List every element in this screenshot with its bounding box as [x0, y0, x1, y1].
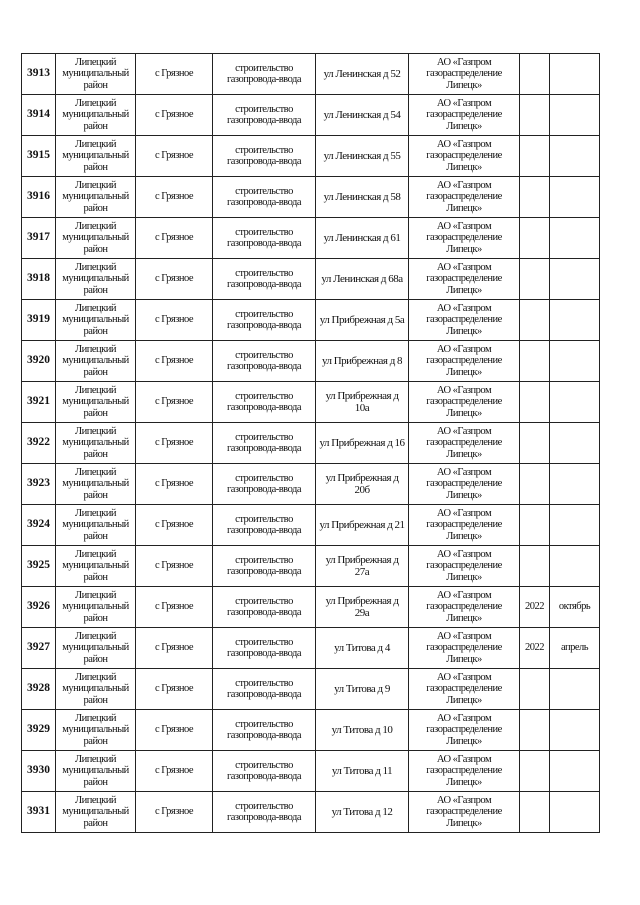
district-cell: Липецкий муниципальный район: [56, 505, 136, 546]
year-cell: [520, 259, 550, 300]
year-cell: 2022: [520, 587, 550, 628]
year-cell: [520, 136, 550, 177]
address-cell: ул Ленинская д 54: [316, 95, 409, 136]
settlement-cell: с Грязное: [136, 710, 213, 751]
work-type-cell: строительство газопровода-ввода: [213, 218, 316, 259]
address-cell: ул Прибрежная д 29а: [316, 587, 409, 628]
month-cell: [550, 95, 600, 136]
year-cell: [520, 710, 550, 751]
table-body: [22, 54, 600, 833]
year-cell: [520, 382, 550, 423]
settlement-cell: с Грязное: [136, 464, 213, 505]
district-cell: Липецкий муниципальный район: [56, 341, 136, 382]
month-cell: [550, 505, 600, 546]
address-cell: ул Ленинская д 58: [316, 177, 409, 218]
district-cell: Липецкий муниципальный район: [56, 382, 136, 423]
organization-cell: АО «Газпром газораспределение Липецк»: [409, 505, 520, 546]
address-cell: ул Титова д 11: [316, 751, 409, 792]
work-type-cell: строительство газопровода-ввода: [213, 505, 316, 546]
row-number: 3924: [22, 505, 56, 546]
month-cell: [550, 792, 600, 833]
work-type-cell: строительство газопровода-ввода: [213, 464, 316, 505]
row-number: 3926: [22, 587, 56, 628]
settlement-cell: с Грязное: [136, 628, 213, 669]
year-cell: 2022: [520, 628, 550, 669]
address-cell: ул Титова д 12: [316, 792, 409, 833]
row-number: 3928: [22, 669, 56, 710]
settlement-cell: с Грязное: [136, 259, 213, 300]
address-cell: ул Ленинская д 55: [316, 136, 409, 177]
month-cell: [550, 259, 600, 300]
organization-cell: АО «Газпром газораспределение Липецк»: [409, 751, 520, 792]
work-type-cell: строительство газопровода-ввода: [213, 628, 316, 669]
district-cell: Липецкий муниципальный район: [56, 300, 136, 341]
organization-cell: АО «Газпром газораспределение Липецк»: [409, 341, 520, 382]
month-cell: [550, 218, 600, 259]
address-cell: ул Титова д 9: [316, 669, 409, 710]
month-cell: [550, 54, 600, 95]
settlement-cell: с Грязное: [136, 95, 213, 136]
address-cell: ул Прибрежная д 10а: [316, 382, 409, 423]
work-type-cell: строительство газопровода-ввода: [213, 669, 316, 710]
table-row: [22, 751, 600, 792]
organization-cell: АО «Газпром газораспределение Липецк»: [409, 177, 520, 218]
year-cell: [520, 341, 550, 382]
year-cell: [520, 218, 550, 259]
month-cell: [550, 341, 600, 382]
settlement-cell: с Грязное: [136, 505, 213, 546]
month-cell: [550, 546, 600, 587]
address-cell: ул Ленинская д 52: [316, 54, 409, 95]
table-row: [22, 95, 600, 136]
settlement-cell: с Грязное: [136, 382, 213, 423]
address-cell: ул Прибрежная д 27а: [316, 546, 409, 587]
table-row: [22, 300, 600, 341]
row-number: 3921: [22, 382, 56, 423]
address-cell: ул Ленинская д 68а: [316, 259, 409, 300]
address-cell: ул Прибрежная д 8: [316, 341, 409, 382]
year-cell: [520, 792, 550, 833]
district-cell: Липецкий муниципальный район: [56, 218, 136, 259]
organization-cell: АО «Газпром газораспределение Липецк»: [409, 710, 520, 751]
work-type-cell: строительство газопровода-ввода: [213, 382, 316, 423]
district-cell: Липецкий муниципальный район: [56, 177, 136, 218]
address-cell: ул Ленинская д 61: [316, 218, 409, 259]
month-cell: [550, 300, 600, 341]
district-cell: Липецкий муниципальный район: [56, 54, 136, 95]
organization-cell: АО «Газпром газораспределение Липецк»: [409, 218, 520, 259]
month-cell: [550, 464, 600, 505]
organization-cell: АО «Газпром газораспределение Липецк»: [409, 546, 520, 587]
month-cell: [550, 751, 600, 792]
address-cell: ул Прибрежная д 20б: [316, 464, 409, 505]
table-row: [22, 669, 600, 710]
table-row: [22, 792, 600, 833]
row-number: 3918: [22, 259, 56, 300]
organization-cell: АО «Газпром газораспределение Липецк»: [409, 628, 520, 669]
settlement-cell: с Грязное: [136, 792, 213, 833]
settlement-cell: с Грязное: [136, 341, 213, 382]
row-number: 3929: [22, 710, 56, 751]
month-cell: [550, 423, 600, 464]
work-type-cell: строительство газопровода-ввода: [213, 300, 316, 341]
work-type-cell: строительство газопровода-ввода: [213, 546, 316, 587]
row-number: 3925: [22, 546, 56, 587]
table-row: [22, 259, 600, 300]
row-number: 3914: [22, 95, 56, 136]
work-type-cell: строительство газопровода-ввода: [213, 136, 316, 177]
table-row: [22, 628, 600, 669]
year-cell: [520, 95, 550, 136]
settlement-cell: с Грязное: [136, 136, 213, 177]
table-row: [22, 341, 600, 382]
organization-cell: АО «Газпром газораспределение Липецк»: [409, 382, 520, 423]
district-cell: Липецкий муниципальный район: [56, 710, 136, 751]
district-cell: Липецкий муниципальный район: [56, 792, 136, 833]
work-type-cell: строительство газопровода-ввода: [213, 95, 316, 136]
organization-cell: АО «Газпром газораспределение Липецк»: [409, 54, 520, 95]
year-cell: [520, 505, 550, 546]
year-cell: [520, 546, 550, 587]
year-cell: [520, 669, 550, 710]
table-row: [22, 218, 600, 259]
district-cell: Липецкий муниципальный район: [56, 669, 136, 710]
year-cell: [520, 177, 550, 218]
year-cell: [520, 423, 550, 464]
organization-cell: АО «Газпром газораспределение Липецк»: [409, 464, 520, 505]
table-row: [22, 546, 600, 587]
organization-cell: АО «Газпром газораспределение Липецк»: [409, 259, 520, 300]
organization-cell: АО «Газпром газораспределение Липецк»: [409, 669, 520, 710]
row-number: 3916: [22, 177, 56, 218]
work-type-cell: строительство газопровода-ввода: [213, 710, 316, 751]
work-type-cell: строительство газопровода-ввода: [213, 177, 316, 218]
organization-cell: АО «Газпром газораспределение Липецк»: [409, 792, 520, 833]
table-row: [22, 423, 600, 464]
table-row: [22, 54, 600, 95]
table-row: [22, 177, 600, 218]
district-cell: Липецкий муниципальный район: [56, 587, 136, 628]
table-row: [22, 464, 600, 505]
year-cell: [520, 751, 550, 792]
address-cell: ул Прибрежная д 5а: [316, 300, 409, 341]
address-cell: ул Титова д 10: [316, 710, 409, 751]
settlement-cell: с Грязное: [136, 751, 213, 792]
organization-cell: АО «Газпром газораспределение Липецк»: [409, 300, 520, 341]
month-cell: [550, 382, 600, 423]
address-cell: ул Титова д 4: [316, 628, 409, 669]
district-cell: Липецкий муниципальный район: [56, 546, 136, 587]
work-type-cell: строительство газопровода-ввода: [213, 751, 316, 792]
district-cell: Липецкий муниципальный район: [56, 423, 136, 464]
work-type-cell: строительство газопровода-ввода: [213, 341, 316, 382]
settlement-cell: с Грязное: [136, 423, 213, 464]
work-type-cell: строительство газопровода-ввода: [213, 259, 316, 300]
row-number: 3923: [22, 464, 56, 505]
month-cell: [550, 669, 600, 710]
settlement-cell: с Грязное: [136, 587, 213, 628]
table-row: [22, 587, 600, 628]
row-number: 3931: [22, 792, 56, 833]
settlement-cell: с Грязное: [136, 54, 213, 95]
work-type-cell: строительство газопровода-ввода: [213, 54, 316, 95]
organization-cell: АО «Газпром газораспределение Липецк»: [409, 95, 520, 136]
gas-pipeline-table: [21, 53, 600, 833]
row-number: 3920: [22, 341, 56, 382]
month-cell: [550, 177, 600, 218]
settlement-cell: с Грязное: [136, 218, 213, 259]
row-number: 3919: [22, 300, 56, 341]
district-cell: Липецкий муниципальный район: [56, 95, 136, 136]
table-row: [22, 382, 600, 423]
year-cell: [520, 464, 550, 505]
work-type-cell: строительство газопровода-ввода: [213, 792, 316, 833]
row-number: 3922: [22, 423, 56, 464]
month-cell: октябрь: [550, 587, 600, 628]
organization-cell: АО «Газпром газораспределение Липецк»: [409, 587, 520, 628]
table-row: [22, 505, 600, 546]
settlement-cell: с Грязное: [136, 669, 213, 710]
month-cell: [550, 136, 600, 177]
row-number: 3913: [22, 54, 56, 95]
settlement-cell: с Грязное: [136, 177, 213, 218]
year-cell: [520, 300, 550, 341]
month-cell: апрель: [550, 628, 600, 669]
district-cell: Липецкий муниципальный район: [56, 259, 136, 300]
row-number: 3930: [22, 751, 56, 792]
district-cell: Липецкий муниципальный район: [56, 464, 136, 505]
settlement-cell: с Грязное: [136, 300, 213, 341]
district-cell: Липецкий муниципальный район: [56, 136, 136, 177]
table-row: [22, 136, 600, 177]
address-cell: ул Прибрежная д 21: [316, 505, 409, 546]
work-type-cell: строительство газопровода-ввода: [213, 423, 316, 464]
row-number: 3915: [22, 136, 56, 177]
year-cell: [520, 54, 550, 95]
row-number: 3927: [22, 628, 56, 669]
work-type-cell: строительство газопровода-ввода: [213, 587, 316, 628]
month-cell: [550, 710, 600, 751]
address-cell: ул Прибрежная д 16: [316, 423, 409, 464]
table-row: [22, 710, 600, 751]
organization-cell: АО «Газпром газораспределение Липецк»: [409, 136, 520, 177]
district-cell: Липецкий муниципальный район: [56, 751, 136, 792]
district-cell: Липецкий муниципальный район: [56, 628, 136, 669]
settlement-cell: с Грязное: [136, 546, 213, 587]
row-number: 3917: [22, 218, 56, 259]
organization-cell: АО «Газпром газораспределение Липецк»: [409, 423, 520, 464]
